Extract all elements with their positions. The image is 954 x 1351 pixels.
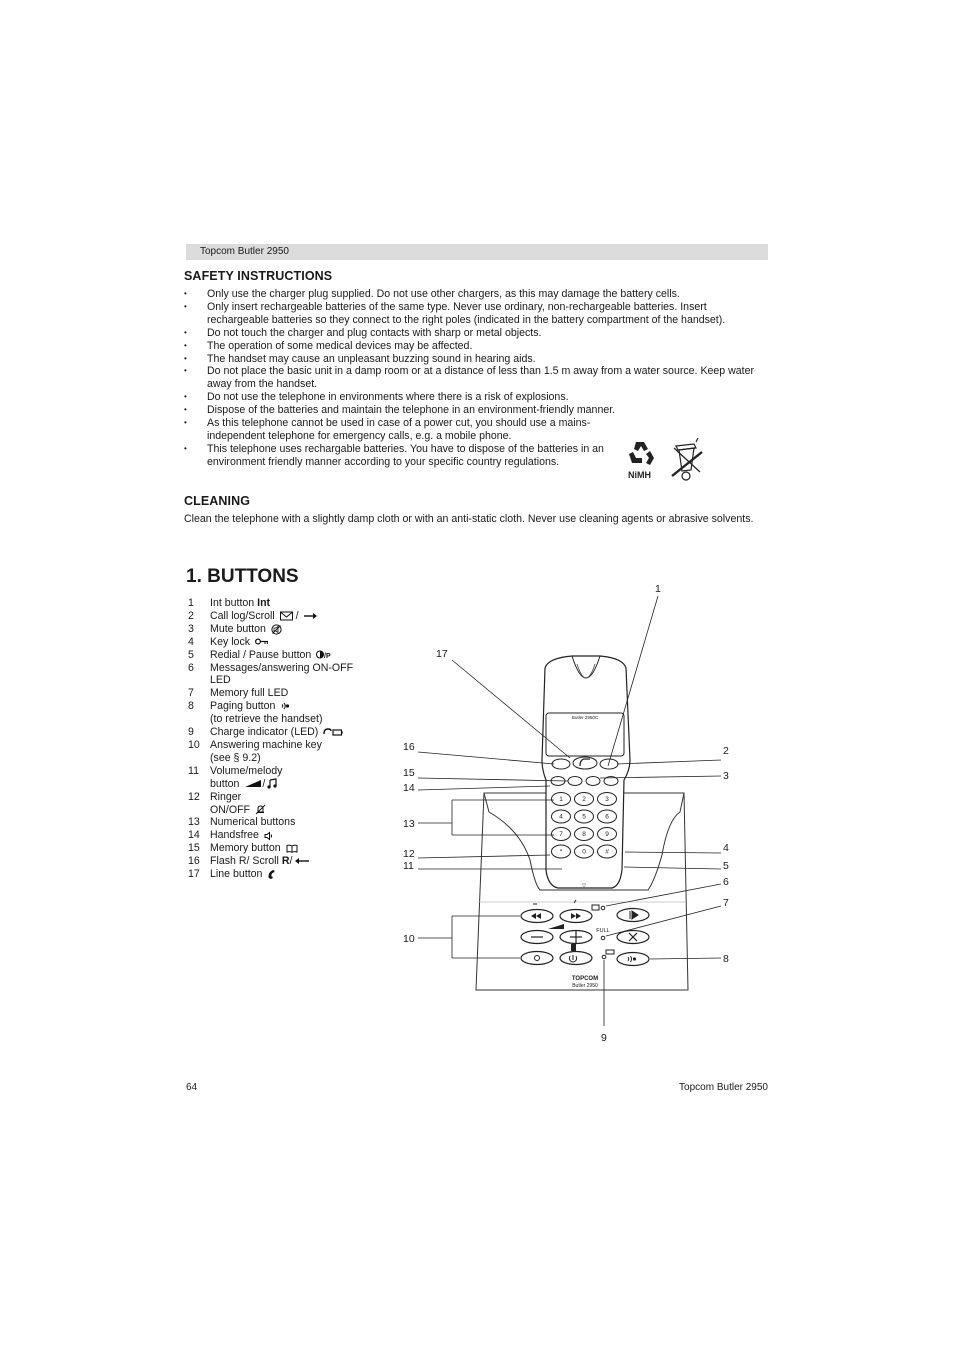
melody-note-icon — [267, 778, 277, 789]
callout-2: 2 — [723, 745, 729, 757]
redial-pause-icon — [316, 650, 334, 659]
list-item: 11 Volume/melody button / — [188, 764, 283, 790]
svg-text:3: 3 — [605, 796, 609, 804]
list-item: • The operation of some medical devices may be affected. — [184, 340, 768, 353]
memory-full-led — [601, 936, 605, 940]
callout-17: 17 — [436, 648, 448, 660]
power-button — [560, 952, 592, 965]
footer-product: Topcom Butler 2950 — [679, 1082, 768, 1093]
running-header — [186, 244, 768, 260]
list-item: 7 Memory full LED — [188, 687, 289, 700]
svg-text:6: 6 — [605, 813, 609, 821]
callout-12: 12 — [403, 848, 415, 860]
list-item: • Only use the charger plug supplied. Do not use other chargers, as this may damage the battery cells. — [184, 288, 768, 301]
callout-6: 6 — [723, 876, 729, 888]
speaker-icon — [264, 831, 273, 841]
callout-4: 4 — [723, 842, 729, 854]
full-label: FULL — [596, 928, 610, 934]
crossed-bin-icon — [672, 438, 702, 480]
phone-diagram — [396, 578, 746, 1048]
volume-ramp-icon — [244, 779, 262, 788]
book-icon — [286, 844, 298, 853]
list-item: 13 Numerical buttons — [188, 816, 296, 829]
list-item: • As this telephone cannot be used in case of a power cut, you should use a mains-independent telephone for emergency calls, e.g. a mobile phone. — [184, 417, 617, 443]
list-item: 14 Handsfree — [188, 829, 388, 842]
list-item: 6 Messages/answering ON-OFF LED — [188, 661, 354, 687]
page-title: 1. BUTTONS — [186, 566, 299, 587]
list-item: • Do not place the basic unit in a damp room or at a distance of less than 1.5 m away from a water source. Keep water away from the handset. — [184, 365, 768, 391]
list-item: • Dispose of the batteries and maintain the telephone in an environment-friendly manner. — [184, 404, 768, 417]
list-item: 15 Memory button — [188, 842, 388, 855]
svg-text:1: 1 — [559, 796, 563, 804]
messages-led — [601, 906, 605, 910]
base-model: Butler 2950 — [572, 983, 598, 989]
callout-7: 7 — [723, 897, 729, 909]
charge-indicator-icon — [323, 728, 343, 737]
callout-10: 10 — [403, 933, 415, 945]
svg-text:7: 7 — [559, 831, 563, 839]
list-item: • Do not use the telephone in environments where there is a risk of explosions. — [184, 391, 768, 404]
paging-icon — [280, 701, 290, 711]
list-item: 4 Key lock — [188, 636, 388, 649]
ringer-off-icon — [255, 804, 266, 815]
list-item: 5 Redial / Pause button /P — [188, 649, 388, 662]
ringer-button — [521, 952, 553, 965]
callout-5: 5 — [723, 860, 729, 872]
handset-model: Butler 2950C — [571, 715, 599, 720]
callout-8: 8 — [723, 953, 729, 965]
charge-led — [602, 955, 606, 959]
buttons-list — [188, 597, 388, 881]
header-title: Topcom Butler 2950 — [200, 246, 289, 257]
callout-16: 16 — [403, 741, 415, 753]
list-item: • This telephone uses rechargable batteries. You have to dispose of the batteries in an environment friendly manner according to your specific country regulations. — [184, 443, 617, 469]
list-item: • Only insert rechargeable batteries of the same type. Never use ordinary, non-rechargeable batteries. Insert rechargeable batteries so they connect to the right poles (indicated in the battery compartment of the handset). — [184, 301, 768, 327]
list-item: 12 Ringer ON/OFF — [188, 791, 388, 817]
svg-text:8: 8 — [582, 831, 586, 839]
list-item: 9 Charge indicator (LED) — [188, 726, 388, 739]
callout-3: 3 — [723, 770, 729, 782]
svg-text:▽: ▽ — [582, 883, 586, 889]
svg-text:9: 9 — [605, 831, 609, 839]
handset — [542, 656, 630, 889]
key-icon — [255, 638, 269, 645]
callout-9: 9 — [601, 1032, 607, 1044]
envelope-icon — [280, 611, 293, 621]
base-brand: TOPCOM — [571, 976, 599, 982]
list-item: 8 Paging button (to retrieve the handset) — [188, 700, 323, 726]
arrow-left-icon — [294, 857, 309, 865]
callout-14: 14 — [403, 782, 415, 794]
base-controls — [521, 900, 649, 966]
mute-icon — [271, 624, 282, 635]
list-item: 16 Flash R/ Scroll R/ — [188, 855, 388, 868]
cleaning-text: Clean the telephone with a slightly damp cloth or with an anti-static cloth. Never use cleaning agents or abrasive solvents. — [184, 513, 754, 525]
list-item: 3 Mute button — [188, 623, 388, 636]
list-item: 17 Line button — [188, 868, 388, 881]
recycle-nimh-icon — [628, 442, 654, 480]
recycle-symbols — [624, 436, 706, 482]
page-number: 64 — [186, 1082, 198, 1093]
nimh-label: NiMH — [628, 470, 651, 480]
svg-text:2: 2 — [582, 796, 586, 804]
safety-heading: SAFETY INSTRUCTIONS — [184, 269, 333, 283]
list-item: 2 Call log/Scroll / — [188, 610, 388, 623]
svg-text:/P: /P — [324, 653, 331, 660]
callout-11: 11 — [403, 860, 414, 872]
list-item: 1 Int button Int — [188, 597, 271, 609]
callout-15: 15 — [403, 767, 415, 779]
svg-text:0: 0 — [582, 848, 586, 856]
list-item: • Do not touch the charger and plug contacts with sharp or metal objects. — [184, 327, 768, 340]
arrow-right-icon — [304, 612, 318, 620]
cleaning-heading: CLEANING — [184, 494, 251, 508]
svg-text:5: 5 — [582, 813, 586, 821]
callout-13: 13 — [403, 818, 415, 830]
callout-1: 1 — [655, 583, 661, 595]
svg-text:*: * — [559, 848, 563, 856]
line-handset-icon — [267, 869, 279, 879]
list-item: 10 Answering machine key (see § 9.2) — [188, 738, 322, 764]
list-item: • The handset may cause an unpleasant buzzing sound in hearing aids. — [184, 353, 768, 366]
svg-text:#: # — [605, 848, 609, 856]
svg-text:4: 4 — [559, 813, 563, 821]
